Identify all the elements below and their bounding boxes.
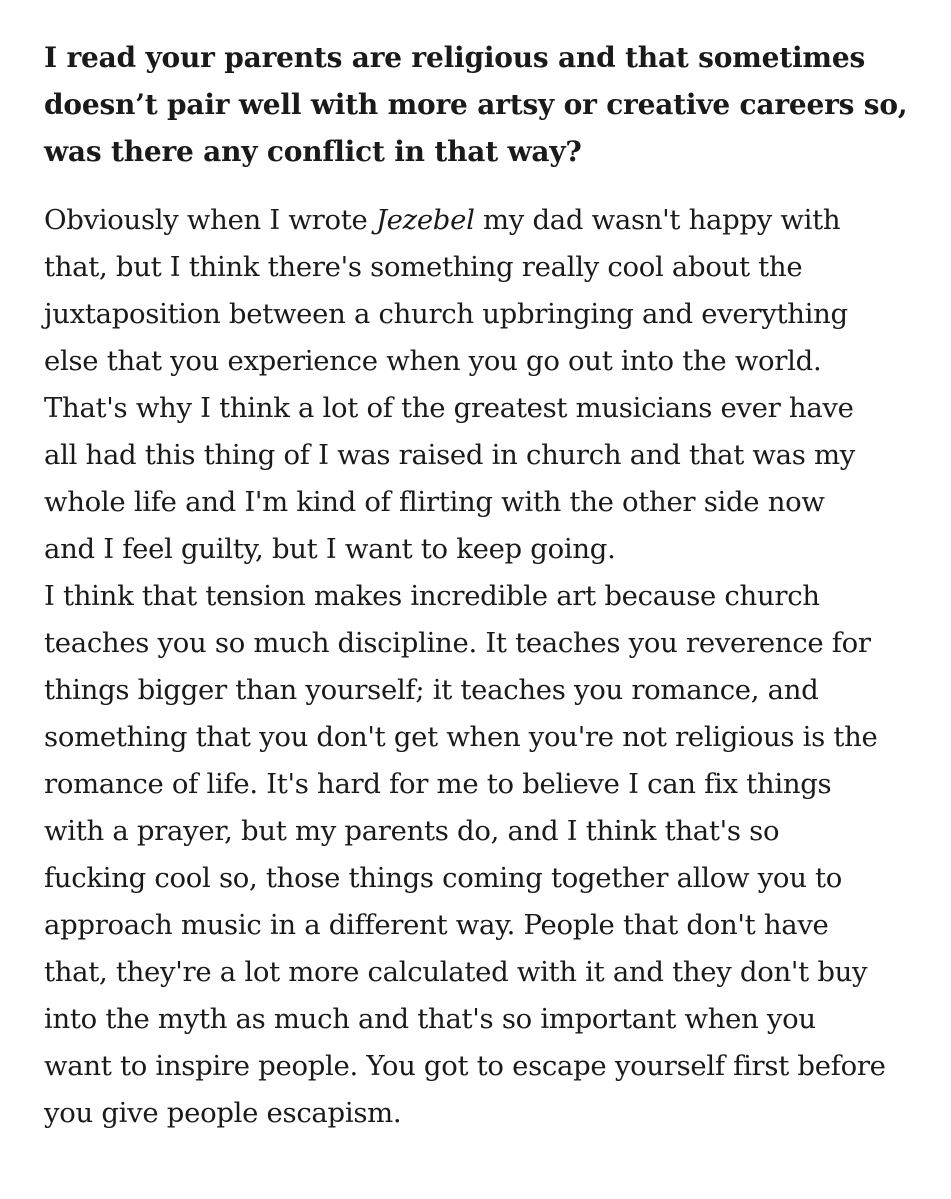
answer-line: That's why I think a lot of the greatest musicians ever have (44, 392, 854, 424)
answer-line: you give people escapism. (44, 1097, 402, 1129)
question-line: was there any conflict in that way? (44, 135, 582, 168)
answer-line: and I feel guilty, but I want to keep going. (44, 533, 616, 565)
answer-line: with a prayer, but my parents do, and I think that's so (44, 815, 780, 847)
answer-line: all had this thing of I was raised in church and that was my (44, 439, 856, 471)
answer-line: approach music in a different way. People that don't have (44, 909, 829, 941)
answer-line: that, but I think there's something really cool about the (44, 251, 803, 283)
answer-line: things bigger than yourself; it teaches you romance, and (44, 674, 819, 706)
interview-question (44, 34, 924, 175)
answer-line: fucking cool so, those things coming together allow you to (44, 862, 843, 894)
answer-line (44, 197, 924, 244)
answer-line: something that you don't get when you're not religious is the (44, 721, 878, 753)
answer-line: romance of life. It's hard for me to believe I can fix things (44, 768, 832, 800)
answer-line: that, they're a lot more calculated with it and they don't buy (44, 956, 868, 988)
answer-line: teaches you so much discipline. It teaches you reverence for (44, 627, 871, 659)
answer-line: else that you experience when you go out into the world. (44, 345, 822, 377)
interview-article (44, 34, 924, 1137)
answer-line: whole life and I'm kind of flirting with the other side now (44, 486, 825, 518)
answer-paragraph-1 (44, 197, 924, 573)
answer-line: I think that tension makes incredible art because church (44, 580, 820, 612)
answer-paragraph-2 (44, 573, 924, 1137)
answer-line: juxtaposition between a church upbringing and everything (44, 298, 848, 330)
answer-line: want to inspire people. You got to escape yourself first before (44, 1050, 886, 1082)
question-line: I read your parents are religious and that sometimes (44, 41, 866, 74)
answer-text: my dad wasn't happy with (474, 204, 841, 236)
question-line: doesn’t pair well with more artsy or creative careers so, (44, 88, 908, 121)
song-title-jezebel: Jezebel (375, 204, 475, 236)
answer-line: into the myth as much and that's so important when you (44, 1003, 816, 1035)
answer-text: Obviously when I wrote (44, 204, 376, 236)
